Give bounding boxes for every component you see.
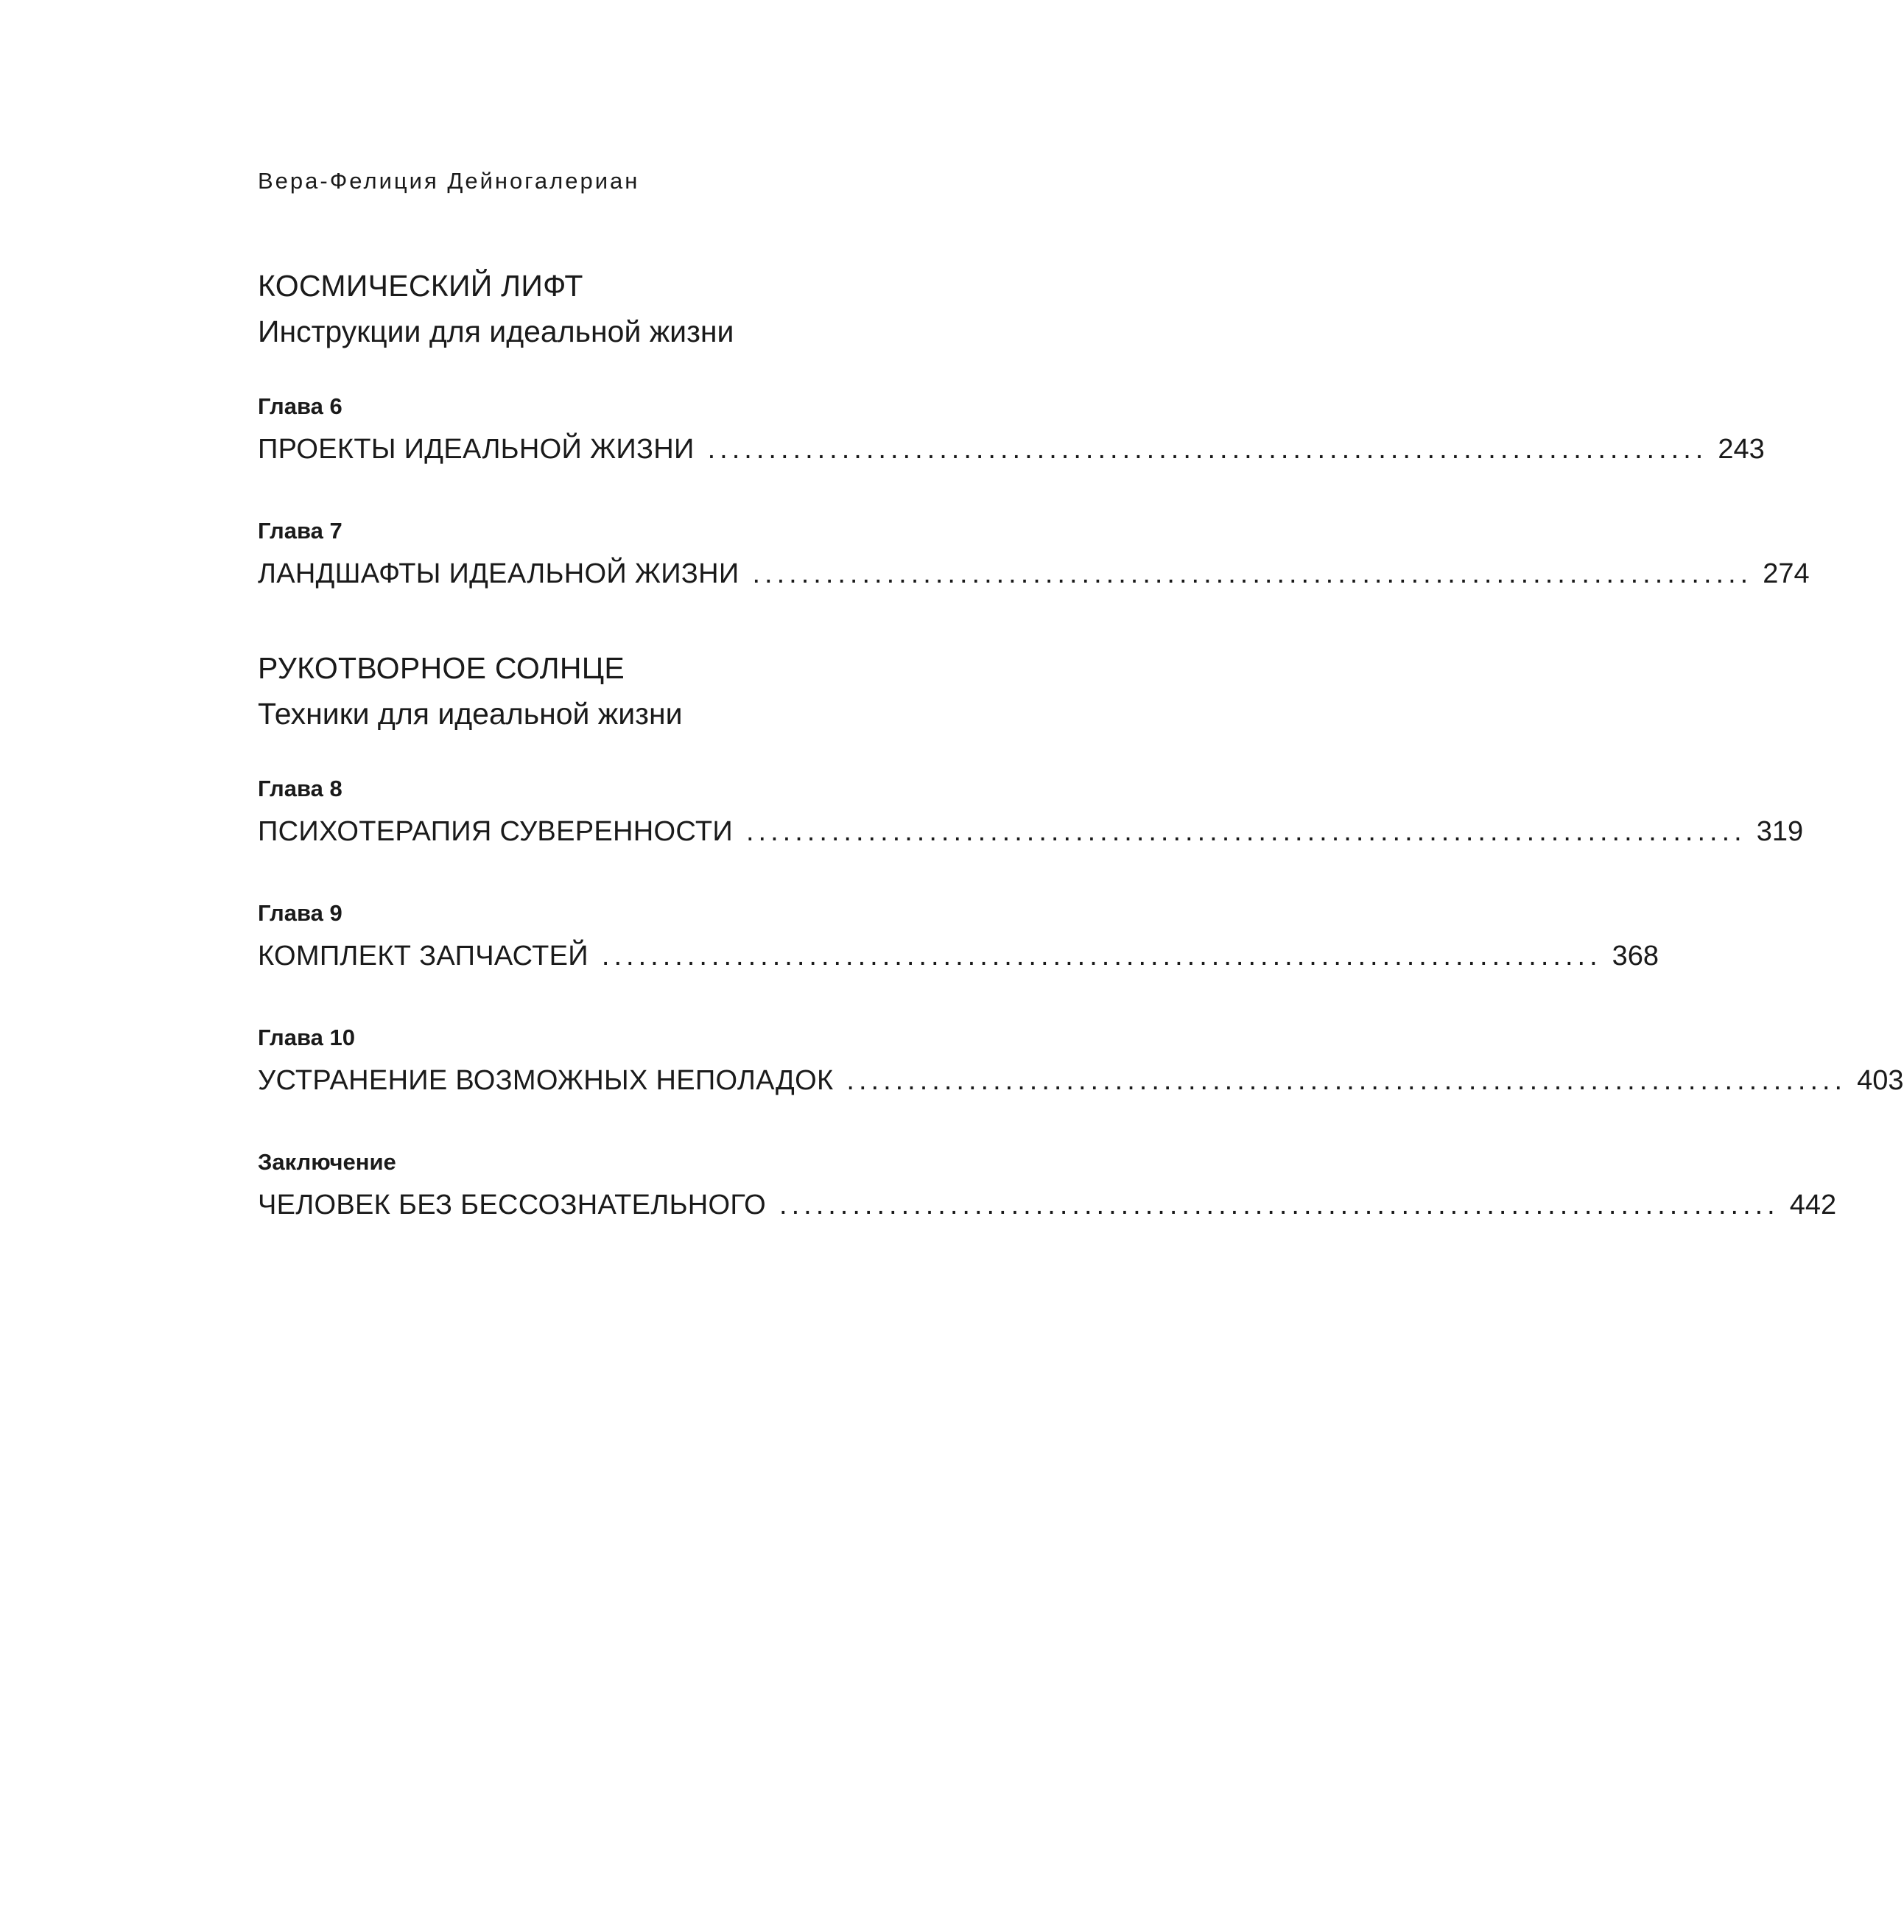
toc-entry-title: УСТРАНЕНИЕ ВОЗМОЖНЫХ НЕПОЛАДОК <box>258 1065 834 1096</box>
toc-entry-page: 442 <box>1789 1190 1837 1220</box>
part-title: РУКОТВОРНОЕ СОЛНЦЕ <box>258 651 625 685</box>
toc-entry-page: 274 <box>1763 558 1810 589</box>
chapter-label: Глава 6 <box>258 393 342 419</box>
toc-entry-page: 243 <box>1718 434 1765 465</box>
toc-entry[interactable] <box>258 558 1810 595</box>
dot-leader: .................................................................................. <box>601 941 1602 972</box>
author-name: Вера-Фелиция Дейногалериан <box>258 168 640 194</box>
part-subtitle: Инструкции для идеальной жизни <box>258 315 734 348</box>
chapter-label: Глава 10 <box>258 1025 355 1050</box>
toc-entry[interactable] <box>258 434 1765 471</box>
toc-entry[interactable] <box>258 941 1659 977</box>
toc-entry[interactable] <box>258 1190 1837 1226</box>
chapter-label: Глава 8 <box>258 776 342 801</box>
dot-leader: .................................................................................. <box>745 816 1746 847</box>
toc-entry-page: 368 <box>1612 941 1659 972</box>
toc-entry-title: ПСИХОТЕРАПИЯ СУВЕРЕННОСТИ <box>258 816 733 847</box>
chapter-label: Глава 7 <box>258 518 342 544</box>
chapter-label: Заключение <box>258 1149 396 1175</box>
part-subtitle: Техники для идеальной жизни <box>258 697 683 731</box>
dot-leader: .................................................................................. <box>779 1190 1780 1220</box>
toc-entry-title: ЛАНДШАФТЫ ИДЕАЛЬНОЙ ЖИЗНИ <box>258 558 740 589</box>
toc-entry-page: 319 <box>1756 816 1804 847</box>
dot-leader: .................................................................................. <box>752 558 1753 589</box>
toc-entry[interactable] <box>258 816 1804 853</box>
toc-entry-title: ЧЕЛОВЕК БЕЗ БЕССОЗНАТЕЛЬНОГО <box>258 1190 767 1220</box>
toc-entry[interactable] <box>258 1065 1904 1102</box>
toc-entry-page: 403 <box>1857 1065 1904 1096</box>
part-title: КОСМИЧЕСКИЙ ЛИФТ <box>258 269 583 303</box>
toc-entry-title: КОМПЛЕКТ ЗАПЧАСТЕЙ <box>258 941 589 972</box>
chapter-label: Глава 9 <box>258 900 342 926</box>
toc-entry-title: ПРОЕКТЫ ИДЕАЛЬНОЙ ЖИЗНИ <box>258 434 695 465</box>
dot-leader: .................................................................................. <box>707 434 1708 465</box>
dot-leader: .................................................................................. <box>846 1065 1847 1096</box>
